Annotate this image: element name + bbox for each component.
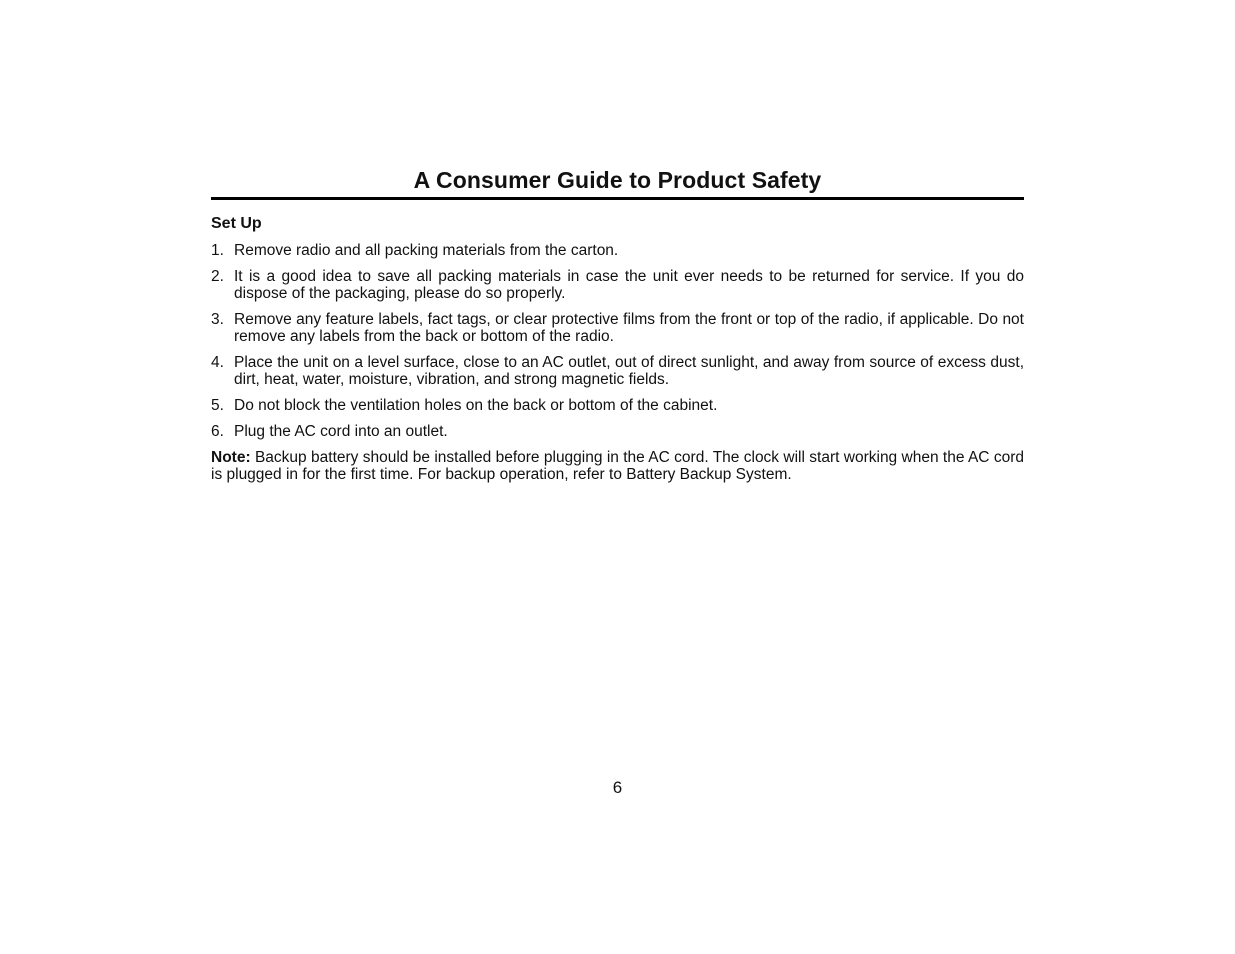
step-text: It is a good idea to save all packing materials in case the unit ever needs to be returned for service. If you do dispose of the packaging, please do so properly. (234, 268, 1024, 302)
list-item (211, 311, 1024, 345)
list-item (211, 268, 1024, 302)
section-heading-set-up: Set Up (211, 215, 262, 232)
note-text: Backup battery should be installed before plugging in the AC cord. The clock will start working when the AC cord is plugged in for the first time. For backup operation, refer to Battery Backup System. (211, 449, 1025, 483)
step-number: 1. (211, 242, 224, 259)
step-number: 6. (211, 423, 224, 440)
step-number: 5. (211, 397, 224, 414)
list-item (211, 354, 1024, 388)
step-text: Remove any feature labels, fact tags, or clear protective films from the front or top of the radio, if applicable. Do not remove any labels from the back or bottom of the radio. (234, 311, 1024, 345)
step-number: 2. (211, 268, 224, 285)
page-content (211, 166, 1024, 483)
list-item (211, 397, 1024, 414)
list-item (211, 423, 1024, 440)
step-text: Remove radio and all packing materials from the carton. (234, 242, 619, 259)
setup-steps-list (211, 242, 1024, 440)
step-text: Place the unit on a level surface, close to an AC outlet, out of direct sunlight, and away from source of excess dust, dirt, heat, water, moisture, vibration, and strong magnetic fields. (234, 354, 1024, 388)
note-label: Note: (211, 449, 251, 466)
step-number: 3. (211, 311, 224, 328)
list-item (211, 242, 1024, 259)
step-number: 4. (211, 354, 224, 371)
step-text: Do not block the ventilation holes on the back or bottom of the cabinet. (234, 397, 718, 414)
page-title: A Consumer Guide to Product Safety (211, 166, 1024, 200)
page-number: 6 (612, 778, 623, 797)
step-text: Plug the AC cord into an outlet. (234, 423, 448, 440)
note-paragraph (211, 449, 1024, 483)
